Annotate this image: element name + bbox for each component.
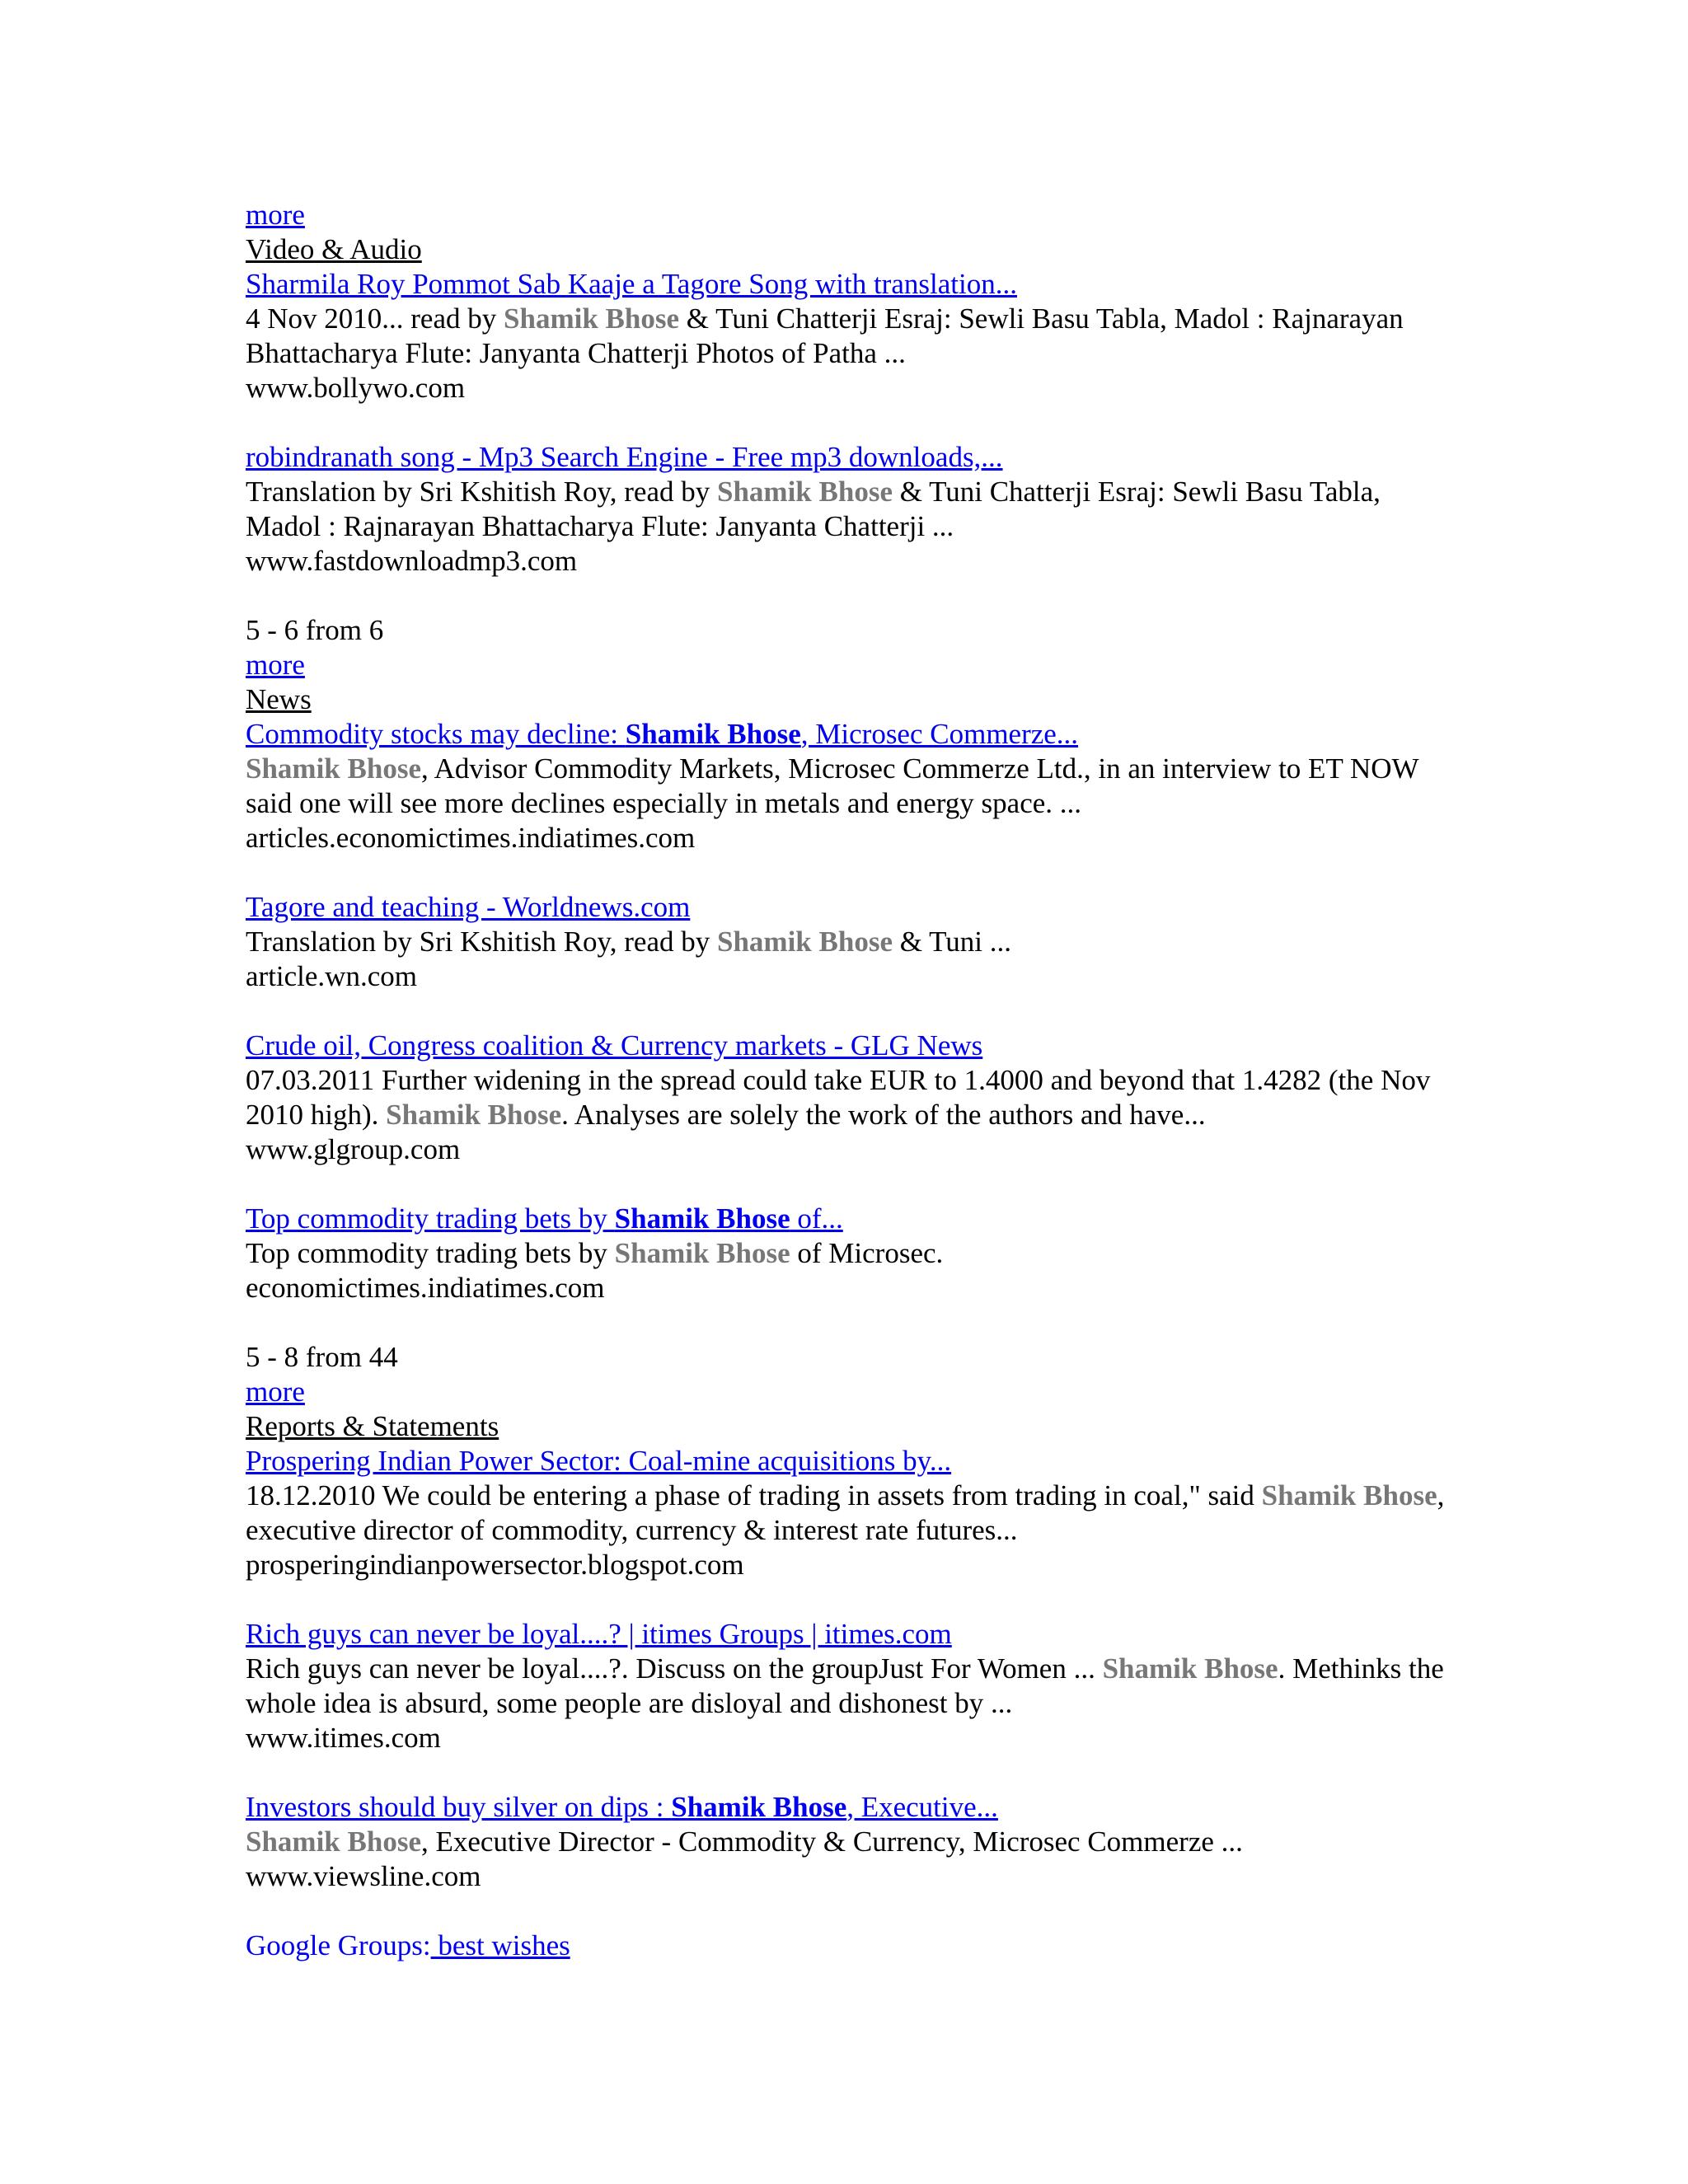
result-url: www.fastdownloadmp3.com [246,545,578,577]
result-title[interactable] [246,1202,1449,1236]
title-text[interactable]: Sharmila Roy Pommot Sab Kaaje a Tagore Song with translation... [246,268,1017,300]
snippet-text: , Advisor Commodity Markets, Microsec Commerze Ltd., in an interview to ET NOW said one will see more declines especially in metals and energy space. ... [246,752,1418,819]
result-title[interactable] [246,890,1449,925]
title-highlight[interactable]: Shamik Bhose [614,1202,790,1235]
result-snippet [246,1479,1449,1548]
snippet-text: & Tuni Chatterji Esraj: Sewli Basu Tabla, Madol : Rajnarayan Bhattacharya Flute: Janyanta Chatterji Photos of Patha ... [246,302,1404,369]
snippet-highlight: Shamik Bhose [717,926,893,958]
result-snippet [246,1236,1449,1271]
title-highlight[interactable]: Shamik Bhose [671,1791,847,1823]
more-link[interactable]: more [246,649,305,681]
snippet-text: Translation by Sri Kshitish Roy, read by [246,476,717,508]
snippet-text: 07.03.2011 Further widening in the spread could take EUR to 1.4000 and beyond that 1.4282 (the Nov 2010 high). [246,1064,1431,1131]
search-result [246,1617,1449,1755]
result-title[interactable] [246,717,1449,752]
result-snippet [246,1063,1449,1132]
search-result [246,440,1449,579]
result-title-link[interactable] [246,268,1017,300]
snippet-text: Rich guys can never be loyal....?. Discuss on the groupJust For Women ... [246,1652,1103,1685]
more-row [246,198,1449,232]
result-title[interactable] [246,1029,1449,1063]
result-snippet [246,1652,1449,1721]
snippet-text: & Tuni Chatterji Esraj: Sewli Basu Tabla, Madol : Rajnarayan Bhattacharya Flute: Janyanta Chatterji ... [246,476,1381,542]
best-wishes-link[interactable]: best wishes [430,1929,570,1961]
result-title[interactable] [246,1617,1449,1652]
search-result [246,1790,1449,1894]
result-title-link[interactable] [246,891,690,923]
result-url: economictimes.indiatimes.com [246,1272,605,1304]
title-text[interactable]: , Executive... [846,1791,998,1823]
result-title[interactable] [246,267,1449,302]
google-groups-label: Google Groups: [246,1929,431,1961]
snippet-highlight: Shamik Bhose [1261,1479,1437,1511]
search-result [246,1444,1449,1582]
section-title: News [246,683,312,715]
result-url: www.bollywo.com [246,372,466,404]
snippet-text: , executive director of commodity, currency & interest rate futures... [246,1479,1445,1546]
title-text[interactable]: Crude oil, Congress coalition & Currency markets - GLG News [246,1029,983,1062]
result-snippet [246,925,1449,959]
snippet-highlight: Shamik Bhose [504,302,680,335]
search-result [246,717,1449,855]
result-url: articles.economictimes.indiatimes.com [246,822,696,854]
snippet-text: & Tuni ... [893,926,1011,958]
result-snippet [246,302,1449,371]
result-title-link[interactable] [246,441,1003,473]
result-snippet [246,1825,1449,1859]
title-text[interactable]: Tagore and teaching - Worldnews.com [246,891,691,923]
title-highlight[interactable]: Shamik Bhose [625,718,801,750]
snippet-text: 4 Nov 2010... read by [246,302,504,335]
result-url: www.itimes.com [246,1722,441,1754]
result-count: 5 - 6 from 6 [246,614,384,646]
snippet-highlight: Shamik Bhose [1102,1652,1278,1685]
result-title[interactable] [246,1790,1449,1825]
more-row [246,1375,1449,1409]
result-title[interactable] [246,1444,1449,1479]
result-snippet [246,752,1449,821]
title-text[interactable]: robindranath song - Mp3 Search Engine - Free mp3 downloads,... [246,441,1003,473]
title-text[interactable]: Commodity stocks may decline: [246,718,626,750]
result-url: article.wn.com [246,960,417,992]
snippet-text: . Analyses are solely the work of the authors and have... [561,1099,1206,1131]
google-groups-footer [246,1929,1449,1963]
snippet-text: Top commodity trading bets by [246,1237,615,1269]
result-title-link[interactable] [246,1029,982,1062]
title-text[interactable]: Prospering Indian Power Sector: Coal-mine acquisitions by... [246,1445,952,1477]
result-title-link[interactable] [246,1791,998,1823]
result-url: prosperingindianpowersector.blogspot.com [246,1549,744,1581]
snippet-text: Translation by Sri Kshitish Roy, read by [246,926,717,958]
result-title-link[interactable] [246,1445,951,1477]
title-text[interactable]: of... [790,1202,843,1235]
snippet-highlight: Shamik Bhose [614,1237,790,1269]
more-row [246,648,1449,682]
result-title-link[interactable] [246,1202,843,1235]
result-url: www.viewsline.com [246,1860,481,1892]
search-result [246,1202,1449,1305]
title-text[interactable]: , Microsec Commerze... [800,718,1079,750]
snippet-highlight: Shamik Bhose [246,1825,421,1858]
result-snippet [246,475,1449,544]
more-link[interactable]: more [246,199,305,231]
result-count: 5 - 8 from 44 [246,1341,398,1373]
snippet-highlight: Shamik Bhose [717,476,893,508]
title-text[interactable]: Rich guys can never be loyal....? | itimes Groups | itimes.com [246,1618,952,1650]
search-result [246,1029,1449,1167]
section-row [246,232,1449,267]
section-row [246,1409,1449,1444]
section-title: Reports & Statements [246,1410,499,1442]
result-blocks [246,198,1449,1894]
snippet-highlight: Shamik Bhose [246,752,421,785]
title-text[interactable]: Top commodity trading bets by [246,1202,615,1235]
snippet-text: 18.12.2010 We could be entering a phase of trading in assets from trading in coal," said [246,1479,1262,1511]
section-row [246,682,1449,717]
snippet-text: , Executive Director - Commodity & Currency, Microsec Commerze ... [421,1825,1243,1858]
title-text[interactable]: Investors should buy silver on dips : [246,1791,672,1823]
result-title-link[interactable] [246,718,1078,750]
result-title-link[interactable] [246,1618,952,1650]
search-results-page [246,198,1449,1963]
result-url: www.glgroup.com [246,1133,461,1165]
snippet-highlight: Shamik Bhose [386,1099,562,1131]
snippet-text: . Methinks the whole idea is absurd, some people are disloyal and dishonest by ... [246,1652,1444,1719]
section-title: Video & Audio [246,233,422,265]
snippet-text: of Microsec. [790,1237,944,1269]
result-title[interactable] [246,440,1449,475]
search-result [246,890,1449,994]
search-result [246,267,1449,405]
more-link[interactable]: more [246,1376,305,1408]
